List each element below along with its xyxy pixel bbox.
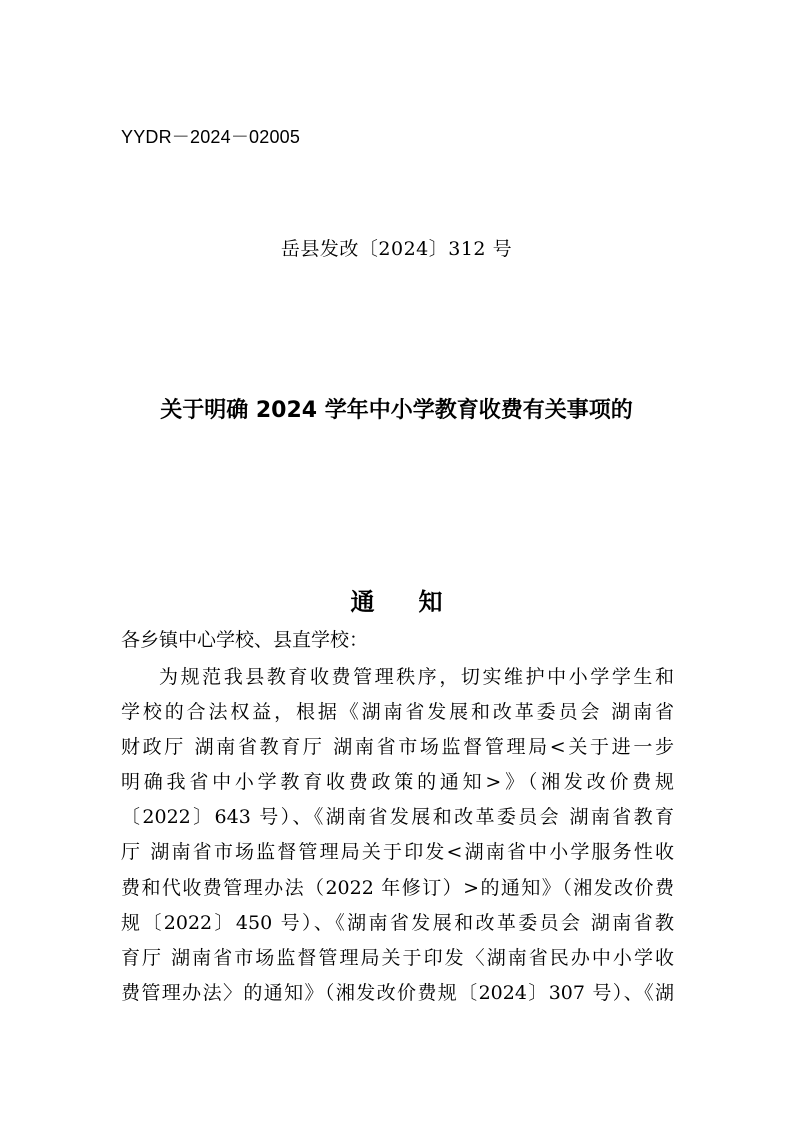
document-title: 关于明确 2024 学年中小学教育收费有关事项的 xyxy=(160,398,633,423)
body-line: 财政厅 湖南省教育厅 湖南省市场监督管理局<关于进一步 xyxy=(121,736,674,759)
body-paragraph xyxy=(121,660,674,1011)
body-line: 学校的合法权益，根据《湖南省发展和改革委员会 湖南省 xyxy=(121,701,674,724)
document-number: 岳县发改〔2024〕312 号 xyxy=(280,238,513,260)
body-line: 规〔2022〕450 号）、《湖南省发展和改革委员会 湖南省教 xyxy=(121,911,674,934)
body-line: 〔2022〕643 号）、《湖南省发展和改革委员会 湖南省教育 xyxy=(121,806,674,829)
body-line: 育厅 湖南省市场监督管理局关于印发〈湖南省民办中小学收 xyxy=(121,946,674,969)
document-code: YYDR－2024－02005 xyxy=(121,127,301,147)
salutation: 各乡镇中心学校、县直学校： xyxy=(121,629,369,651)
body-line: 费管理办法〉的通知》（湘发改价费规〔2024〕307 号）、《湖 xyxy=(121,981,674,1004)
body-line: 明确我省中小学教育收费政策的通知>》（湘发改价费规 xyxy=(121,771,674,794)
document-title-notice: 通知 xyxy=(350,588,487,616)
body-line: 厅 湖南省市场监督管理局关于印发<湖南省中小学服务性收 xyxy=(121,841,674,864)
body-line: 为规范我县教育收费管理秩序，切实维护中小学学生和 xyxy=(159,666,674,688)
body-line: 费和代收费管理办法（2022 年修订）>的通知》（湘发改价费 xyxy=(121,876,674,899)
